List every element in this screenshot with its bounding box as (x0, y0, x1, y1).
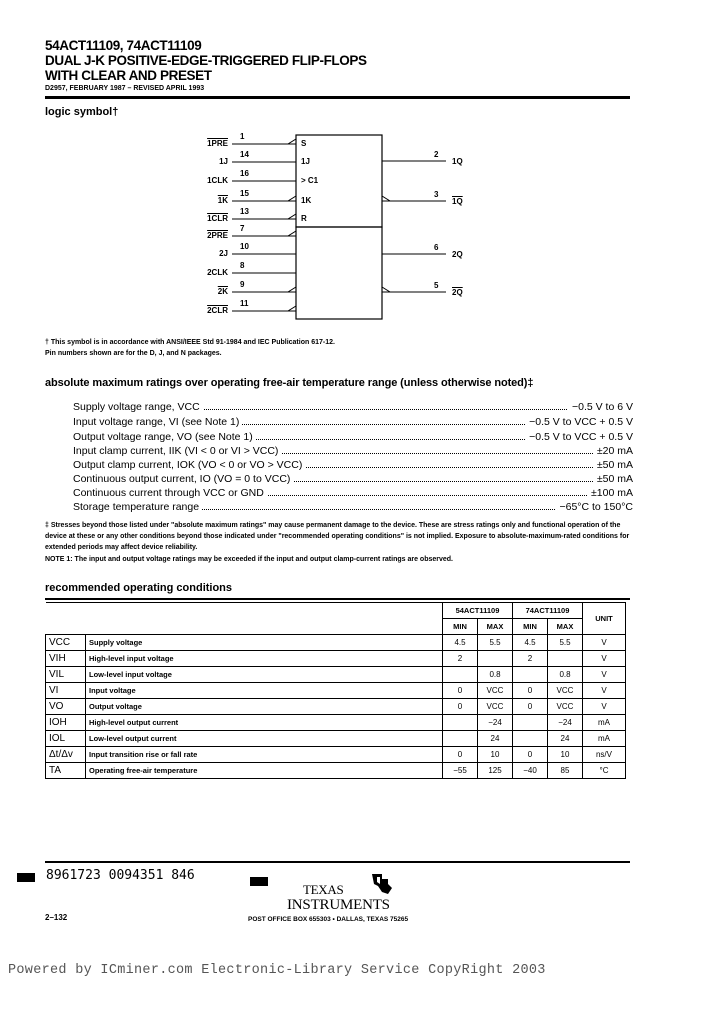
roc-max-54-value: 0.8 (478, 667, 513, 683)
page-number: 2–132 (45, 913, 68, 922)
ti-logo-text-1: TEXAS (303, 882, 344, 897)
roc-row (46, 635, 626, 651)
roc-parameter: Supply voltage (86, 635, 443, 651)
roc-header-blank (46, 603, 443, 635)
roc-max-54-value: 10 (478, 747, 513, 763)
barcode-block-left (17, 873, 35, 882)
pin-num-1clk: 16 (240, 169, 249, 178)
roc-max-54: MAX (478, 619, 513, 635)
roc-symbol: VI (46, 683, 86, 699)
pin-num-1pre: 1 (240, 132, 245, 141)
pin-num-2clk: 8 (240, 261, 245, 270)
roc-max-74-value (548, 651, 583, 667)
neg-indicator-1k (288, 196, 296, 201)
roc-row (46, 651, 626, 667)
roc-min-54-value (443, 715, 478, 731)
roc-min-54-value (443, 731, 478, 747)
input-label-1j: 1J (219, 157, 228, 166)
roc-max-74-value: VCC (548, 699, 583, 715)
part-numbers: 54ACT11109, 74ACT11109 (45, 38, 202, 53)
input-label-1clk: 1CLK (207, 176, 228, 185)
roc-unit-value: V (583, 699, 626, 715)
roc-max-74-value: 24 (548, 731, 583, 747)
abs-max-row: Continuous current through VCC or GND ±100 mA (73, 487, 633, 499)
title-line1: DUAL J-K POSITIVE-EDGE-TRIGGERED FLIP-FLOPS (45, 53, 367, 68)
roc-min-54-value: 2 (443, 651, 478, 667)
abs-max-row: Input voltage range, VI (see Note 1) −0.5 V to VCC + 0.5 V (73, 416, 633, 428)
roc-top-rule (45, 598, 630, 600)
roc-max-54-value: 5.5 (478, 635, 513, 651)
abs-max-row: Supply voltage range, VCC −0.5 V to 6 V (73, 401, 633, 413)
doc-info: D2957, FEBRUARY 1987 – REVISED APRIL 1993 (45, 85, 205, 92)
pin-num-2k: 9 (240, 280, 245, 289)
roc-min-74-value: −40 (513, 763, 548, 779)
roc-unit-value: V (583, 683, 626, 699)
ti-address: POST OFFICE BOX 655303 • DALLAS, TEXAS 75265 (248, 916, 409, 923)
footer-rule (45, 861, 630, 863)
pin-num-2j: 10 (240, 242, 249, 251)
neg-indicator-2k (288, 287, 296, 292)
roc-min-74-value: 0 (513, 683, 548, 699)
roc-row (46, 667, 626, 683)
roc-min-54-value: −55 (443, 763, 478, 779)
roc-symbol: VO (46, 699, 86, 715)
roc-unit-header: UNIT (583, 603, 626, 635)
input-label-2clk: 2CLK (207, 268, 228, 277)
barcode-block-right (250, 877, 268, 886)
roc-max-54-value (478, 651, 513, 667)
pin-num-2q: 6 (434, 243, 439, 252)
note-1: NOTE 1: The input and output voltage ratings may be exceeded if the input and output clamp-current ratings are observed. (45, 556, 453, 563)
roc-max-74-value: VCC (548, 683, 583, 699)
roc-symbol: VCC (46, 635, 86, 651)
logic-symbol-heading: logic symbol† (45, 106, 119, 118)
box-label-c1: > C1 (301, 176, 319, 185)
roc-symbol: VIL (46, 667, 86, 683)
roc-group-74: 74ACT11109 (513, 603, 583, 619)
output-label-2q: 2Q (452, 250, 463, 259)
roc-row (46, 715, 626, 731)
roc-parameter: Operating free-air temperature (86, 763, 443, 779)
roc-symbol: IOL (46, 731, 86, 747)
roc-row (46, 699, 626, 715)
roc-min-74-value: 4.5 (513, 635, 548, 651)
pin-num-1clr: 13 (240, 207, 249, 216)
box-label-1k: 1K (301, 196, 312, 205)
output-label-2qbar: 2Q (452, 288, 463, 297)
box-label-r: R (301, 214, 307, 223)
roc-parameter: Low-level input voltage (86, 667, 443, 683)
roc-row (46, 763, 626, 779)
roc-parameter: Input transition rise or fall rate (86, 747, 443, 763)
box-label-s: S (301, 139, 307, 148)
roc-max-74-value: 10 (548, 747, 583, 763)
roc-unit-value: V (583, 667, 626, 683)
roc-symbol: IOH (46, 715, 86, 731)
roc-max-54-value: −24 (478, 715, 513, 731)
roc-parameter: Low-level output current (86, 731, 443, 747)
roc-parameter: High-level input voltage (86, 651, 443, 667)
abs-max-row: Output clamp current, IOK (VO < 0 or VO > VCC) ±50 mA (73, 459, 633, 471)
ti-logo-text-2: INSTRUMENTS (287, 897, 390, 913)
roc-min-54-value: 0 (443, 683, 478, 699)
pin-num-1k: 15 (240, 189, 249, 198)
roc-unit-value: mA (583, 715, 626, 731)
roc-max-54-value: 24 (478, 731, 513, 747)
roc-row (46, 747, 626, 763)
pin-num-2pre: 7 (240, 224, 245, 233)
roc-max-54-value: VCC (478, 699, 513, 715)
pin-num-1j: 14 (240, 150, 249, 159)
roc-min-54-value: 4.5 (443, 635, 478, 651)
neg-indicator-1pre (288, 139, 296, 144)
roc-min-54-value (443, 667, 478, 683)
symbol-footnote-2: Pin numbers shown are for the D, J, and N packages. (45, 350, 222, 357)
roc-parameter: High-level output current (86, 715, 443, 731)
roc-min-74-value: 2 (513, 651, 548, 667)
roc-max-74-value: 85 (548, 763, 583, 779)
abs-max-row: Input clamp current, IIK (VI < 0 or VI > VCC) ±20 mA (73, 445, 633, 457)
roc-min-74: MIN (513, 619, 548, 635)
abs-max-row: Output voltage range, VO (see Note 1) −0.5 V to VCC + 0.5 V (73, 431, 633, 443)
input-label-2j: 2J (219, 249, 228, 258)
roc-max-74: MAX (548, 619, 583, 635)
box-label-1j: 1J (301, 157, 310, 166)
roc-min-74-value: 0 (513, 699, 548, 715)
input-label-2clr: 2CLR (207, 306, 228, 315)
pin-num-2qbar: 5 (434, 281, 439, 290)
neg-indicator-2qbar (382, 287, 390, 292)
neg-indicator-2clr (288, 306, 296, 311)
roc-parameter: Input voltage (86, 683, 443, 699)
roc-max-54-value: 125 (478, 763, 513, 779)
roc-row (46, 731, 626, 747)
logic-symbol-svg (0, 0, 720, 330)
roc-min-74-value: 0 (513, 747, 548, 763)
roc-table (45, 602, 626, 779)
roc-unit-value: °C (583, 763, 626, 779)
roc-max-74-value: 0.8 (548, 667, 583, 683)
roc-unit-value: mA (583, 731, 626, 747)
symbol-footnote-1: † This symbol is in accordance with ANSI/IEEE Std 91-1984 and IEC Publication 617-12. (45, 339, 335, 346)
ti-logo-icon (368, 870, 396, 903)
roc-symbol: TA (46, 763, 86, 779)
neg-indicator-1clr (288, 214, 296, 219)
roc-group-54: 54ACT11109 (443, 603, 513, 619)
barcode-text: 8961723 0094351 846 (46, 868, 195, 883)
roc-row (46, 683, 626, 699)
input-label-1pre: 1PRE (207, 139, 228, 148)
roc-unit-value: V (583, 635, 626, 651)
output-label-1qbar: 1Q (452, 197, 463, 206)
pin-num-1q: 2 (434, 150, 439, 159)
roc-heading: recommended operating conditions (45, 582, 233, 594)
logic-symbol-diagram (0, 0, 720, 330)
roc-min-74-value (513, 731, 548, 747)
input-label-2pre: 2PRE (207, 231, 228, 240)
ff2-box (296, 227, 382, 319)
title-line2: WITH CLEAR AND PRESET (45, 68, 212, 83)
roc-max-54-value: VCC (478, 683, 513, 699)
roc-unit-value: V (583, 651, 626, 667)
roc-min-74-value (513, 667, 548, 683)
roc-min-74-value (513, 715, 548, 731)
roc-min-54-value: 0 (443, 699, 478, 715)
roc-unit-value: ns/V (583, 747, 626, 763)
input-label-2k: 2K (217, 287, 228, 296)
roc-symbol: VIH (46, 651, 86, 667)
pin-num-1qbar: 3 (434, 190, 439, 199)
roc-max-74-value: 5.5 (548, 635, 583, 651)
abs-max-row: Continuous output current, IO (VO = 0 to VCC) ±50 mA (73, 473, 633, 485)
powered-by: Powered by ICminer.com Electronic-Library Service CopyRight 2003 (8, 963, 546, 978)
roc-symbol: Δt/Δv (46, 747, 86, 763)
input-label-1clr: 1CLR (207, 214, 228, 223)
output-label-1q: 1Q (452, 157, 463, 166)
roc-min-54-value: 0 (443, 747, 478, 763)
neg-indicator-1qbar (382, 196, 390, 201)
roc-parameter: Output voltage (86, 699, 443, 715)
abs-max-row: Storage temperature range −65°C to 150°C (73, 501, 633, 513)
pin-num-2clr: 11 (240, 299, 249, 308)
roc-max-74-value: −24 (548, 715, 583, 731)
input-label-1k: 1K (217, 196, 228, 205)
neg-indicator-2pre (288, 231, 296, 236)
roc-header-row (46, 603, 626, 619)
abs-max-heading: absolute maximum ratings over operating free-air temperature range (unless otherwise noted)‡ (45, 377, 534, 389)
roc-min-54: MIN (443, 619, 478, 635)
stress-note: ‡ Stresses beyond those listed under "absolute maximum ratings" may cause permanent damage to the device. These are stress ratings only and functional operation of the device at these or any other conditions beyond those indicated under "recommended operating conditions" is not implied. Exposure to absolute-maximum-rated conditions for extended periods may affect device reliability. (45, 522, 630, 551)
